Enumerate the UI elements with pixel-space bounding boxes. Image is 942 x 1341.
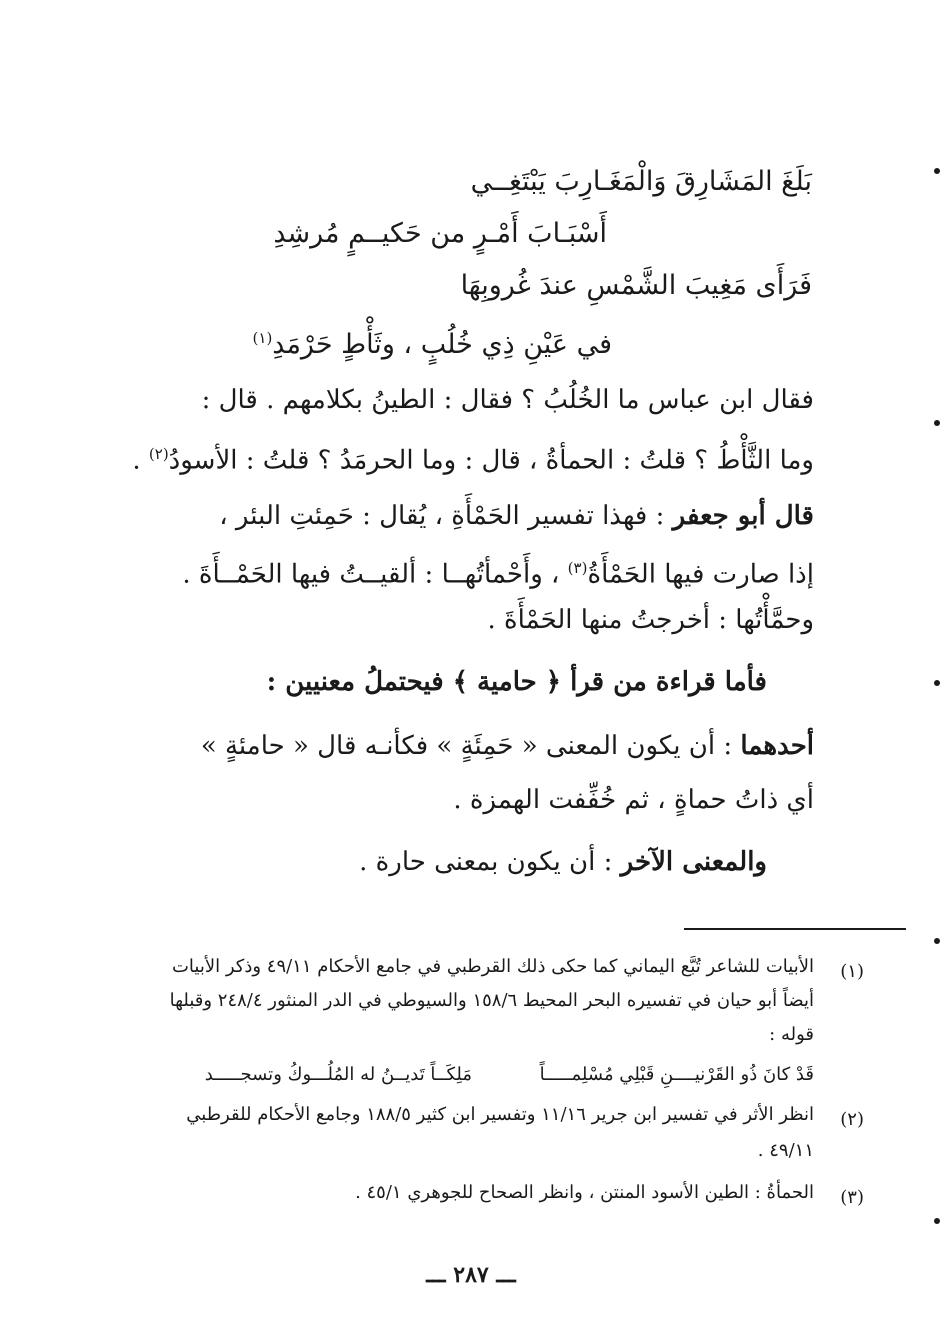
footnote-ref-3: (٣) bbox=[567, 559, 588, 577]
para3-line: فأما قراءة من قرأ ﴿ حامية ﴾ فيحتملُ معنيين : bbox=[266, 667, 767, 697]
para2-line-1 bbox=[219, 496, 814, 536]
footnote-2-line-2: ٤٩/١١ . bbox=[757, 1140, 814, 1161]
footnote-3-number: (٣) bbox=[840, 1187, 864, 1208]
footnote-2-number: (٢) bbox=[840, 1109, 864, 1130]
para1-line-1: فقال ابن عباس ما الخُلُبُ ؟ فقال : الطينُ بكلامهم . قال : bbox=[201, 385, 814, 415]
verse-line-2: أَسْبَـابَ أَمْـرٍ من حَكيــمٍ مُرشِدِ bbox=[273, 218, 607, 249]
footnote-1-line-2: أيضاً أبو حيان في تفسيره البحر المحيط ١٥٨/٦ والسيوطي في الدر المنثور ٢٤٨/٤ وقبلها bbox=[169, 990, 814, 1011]
page-number: ـــ ٢٨٧ ـــ bbox=[426, 1262, 516, 1288]
margin-mark bbox=[934, 680, 940, 686]
para2-line-2b: ، وأَحْمأتُهــا : ألقيــتُ فيها الحَمْــأَةَ . bbox=[182, 559, 568, 590]
para1-line-2 bbox=[132, 434, 814, 481]
para2-line-3: وحمَّأْتُها : أخرجتُ منها الحَمْأَةَ . bbox=[487, 605, 814, 635]
footnote-1-verse-a: قَدْ كانَ ذُو القَرْنيــــنِ قَبْلِي مُسْلِمـــــاً bbox=[539, 1064, 814, 1085]
para2-line-2a: إذا صارت فيها الحَمْأَةُ bbox=[587, 559, 814, 590]
para4-line-2: أي ذاتُ حماةٍ ، ثم خُفِّفت الهمزة . bbox=[453, 785, 814, 815]
footnote-1-line-3: قوله : bbox=[769, 1024, 814, 1045]
margin-mark bbox=[934, 420, 940, 426]
footnote-1-verse-b: مَلِكَــاً تَديــنُ له المُلُـــوكُ وتسجـــــد bbox=[204, 1064, 472, 1085]
footnote-1-number: (١) bbox=[840, 961, 864, 982]
verse-line-4 bbox=[253, 318, 612, 365]
verse-line-3: فَرَأَى مَغِيبَ الشَّمْسِ عندَ غُروبِهَا bbox=[460, 270, 812, 301]
footnote-ref-2: (٢) bbox=[148, 445, 169, 463]
footnote-ref-1: (١) bbox=[252, 329, 273, 347]
footnote-2-line-1: انظر الأثر في تفسير ابن جرير ١١/١٦ وتفسير ابن كثير ١٨٨/٥ وجامع الأحكام للقرطبي bbox=[186, 1104, 814, 1125]
para5-rest: : أن يكون بمعنى حارة . bbox=[359, 847, 621, 877]
para1-line-2-text: وما الثَّأْطُ ؟ قلتُ : الحمأةُ ، قال : وما الحرمَدُ ؟ قلتُ : الأسودُ bbox=[168, 445, 814, 476]
para2-lead: قال أبو جعفر bbox=[672, 501, 814, 531]
margin-mark bbox=[934, 1218, 940, 1224]
para4-line-1 bbox=[201, 726, 814, 766]
para1-line-2-end: . bbox=[132, 445, 149, 476]
para5-line bbox=[359, 842, 767, 882]
footnote-1-line-1: الأبيات للشاعر تُبَّع اليماني كما حكى ذلك القرطبي في جامع الأحكام ٤٩/١١ وذكر الأبيات bbox=[171, 956, 814, 977]
para2-line-2 bbox=[182, 548, 814, 595]
footnote-3-line-1: الحمأةُ : الطين الأسود المنتن ، وانظر الصحاح للجوهري ٤٥/١ . bbox=[355, 1182, 814, 1203]
para4-lead: أحدهما bbox=[740, 731, 814, 761]
verse-line-1: بَلَغَ المَشَارِقَ وَالْمَغَـارِبَ يَبْتَغِــي bbox=[470, 166, 812, 197]
margin-mark bbox=[934, 168, 940, 174]
footnote-separator bbox=[684, 928, 906, 930]
para4-line-1-rest: : أن يكون المعنى « حَمِئَةٍ » فكأنـه قال « حامئةٍ » bbox=[200, 731, 741, 761]
para2-line-1-rest: : فهذا تفسير الحَمْأَةِ ، يُقال : حَمِئتِ البئر ، bbox=[219, 501, 673, 531]
margin-mark bbox=[934, 938, 940, 944]
verse-line-4-text: في عَيْنِ ذِي خُلُبٍ ، وثَأْطٍ حَرْمَدِ bbox=[272, 329, 612, 360]
para5-lead: والمعنى الآخر bbox=[620, 847, 767, 877]
